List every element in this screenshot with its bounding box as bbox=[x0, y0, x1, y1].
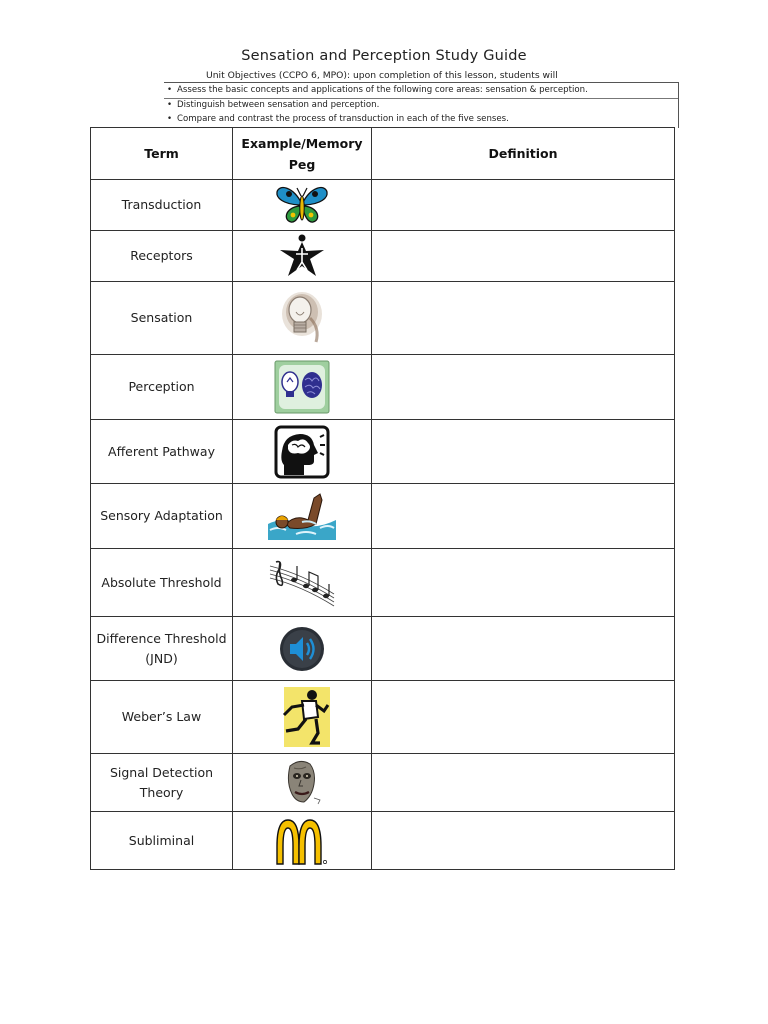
definition-cell[interactable] bbox=[372, 549, 675, 617]
peg-cell bbox=[233, 231, 372, 282]
table-row bbox=[91, 812, 675, 870]
peg-cell bbox=[233, 484, 372, 549]
definition-cell[interactable] bbox=[372, 420, 675, 484]
table-row bbox=[91, 282, 675, 355]
peg-cell bbox=[233, 420, 372, 484]
term-cell: Signal Detection Theory bbox=[91, 754, 233, 812]
lightbulb-icon bbox=[280, 288, 324, 348]
peg-cell bbox=[233, 754, 372, 812]
objectives-intro: Unit Objectives (CCPO 6, MPO): upon completion of this lesson, students will bbox=[206, 70, 558, 81]
objective-text: Compare and contrast the process of transduction in each of the five senses. bbox=[177, 114, 509, 124]
definition-cell[interactable] bbox=[372, 681, 675, 754]
term-cell: Receptors bbox=[91, 231, 233, 282]
term-cell: Transduction bbox=[91, 180, 233, 231]
definition-cell[interactable] bbox=[372, 754, 675, 812]
term-cell: Sensory Adaptation bbox=[91, 484, 233, 549]
definition-cell[interactable] bbox=[372, 231, 675, 282]
objective-text: Assess the basic concepts and applications of the following core areas: sensation & perception. bbox=[177, 85, 588, 95]
running-figure-icon bbox=[272, 685, 332, 749]
speaker-button-icon bbox=[278, 625, 326, 673]
definition-cell[interactable] bbox=[372, 282, 675, 355]
objective-divider bbox=[164, 98, 678, 99]
table-row bbox=[91, 355, 675, 420]
table-header-row bbox=[91, 128, 675, 180]
swimmer-icon bbox=[266, 490, 338, 542]
definition-header: Definition bbox=[372, 128, 675, 180]
objectives-box bbox=[164, 82, 679, 128]
bulb-and-brain-icon bbox=[274, 360, 330, 414]
term-cell: Subliminal bbox=[91, 812, 233, 870]
peg-cell bbox=[233, 180, 372, 231]
term-cell: Difference Threshold (JND) bbox=[91, 617, 233, 681]
peg-cell bbox=[233, 355, 372, 420]
table-row bbox=[91, 681, 675, 754]
peg-cell bbox=[233, 681, 372, 754]
term-cell: Sensation bbox=[91, 282, 233, 355]
peg-cell bbox=[233, 549, 372, 617]
bullet-icon: • bbox=[167, 114, 173, 124]
bullet-icon: • bbox=[167, 85, 173, 95]
golden-arches-icon bbox=[275, 816, 329, 866]
objective-text: Distinguish between sensation and perception. bbox=[177, 100, 380, 110]
table-row bbox=[91, 420, 675, 484]
butterfly-icon bbox=[275, 184, 329, 226]
term-cell: Absolute Threshold bbox=[91, 549, 233, 617]
peg-cell bbox=[233, 812, 372, 870]
objective-item bbox=[167, 85, 588, 95]
definition-cell[interactable] bbox=[372, 484, 675, 549]
study-guide-table bbox=[90, 127, 675, 870]
table-row bbox=[91, 180, 675, 231]
term-cell: Weber’s Law bbox=[91, 681, 233, 754]
document-title: Sensation and Perception Study Guide bbox=[241, 48, 527, 64]
definition-cell[interactable] bbox=[372, 617, 675, 681]
definition-cell[interactable] bbox=[372, 180, 675, 231]
term-cell: Perception bbox=[91, 355, 233, 420]
table-row bbox=[91, 617, 675, 681]
table-row bbox=[91, 754, 675, 812]
peg-header: Example/Memory Peg bbox=[233, 128, 372, 180]
table-row bbox=[91, 231, 675, 282]
objective-item bbox=[167, 100, 379, 110]
peg-cell bbox=[233, 617, 372, 681]
bullet-icon: • bbox=[167, 100, 173, 110]
term-header: Term bbox=[91, 128, 233, 180]
table-row bbox=[91, 484, 675, 549]
zombie-face-icon bbox=[280, 758, 324, 808]
definition-cell[interactable] bbox=[372, 812, 675, 870]
definition-cell[interactable] bbox=[372, 355, 675, 420]
head-with-brain-icon bbox=[274, 425, 330, 479]
table-row bbox=[91, 549, 675, 617]
term-cell: Afferent Pathway bbox=[91, 420, 233, 484]
music-notes-icon bbox=[268, 558, 336, 608]
objective-item bbox=[167, 114, 509, 124]
star-figure-icon bbox=[278, 234, 326, 278]
peg-cell bbox=[233, 282, 372, 355]
